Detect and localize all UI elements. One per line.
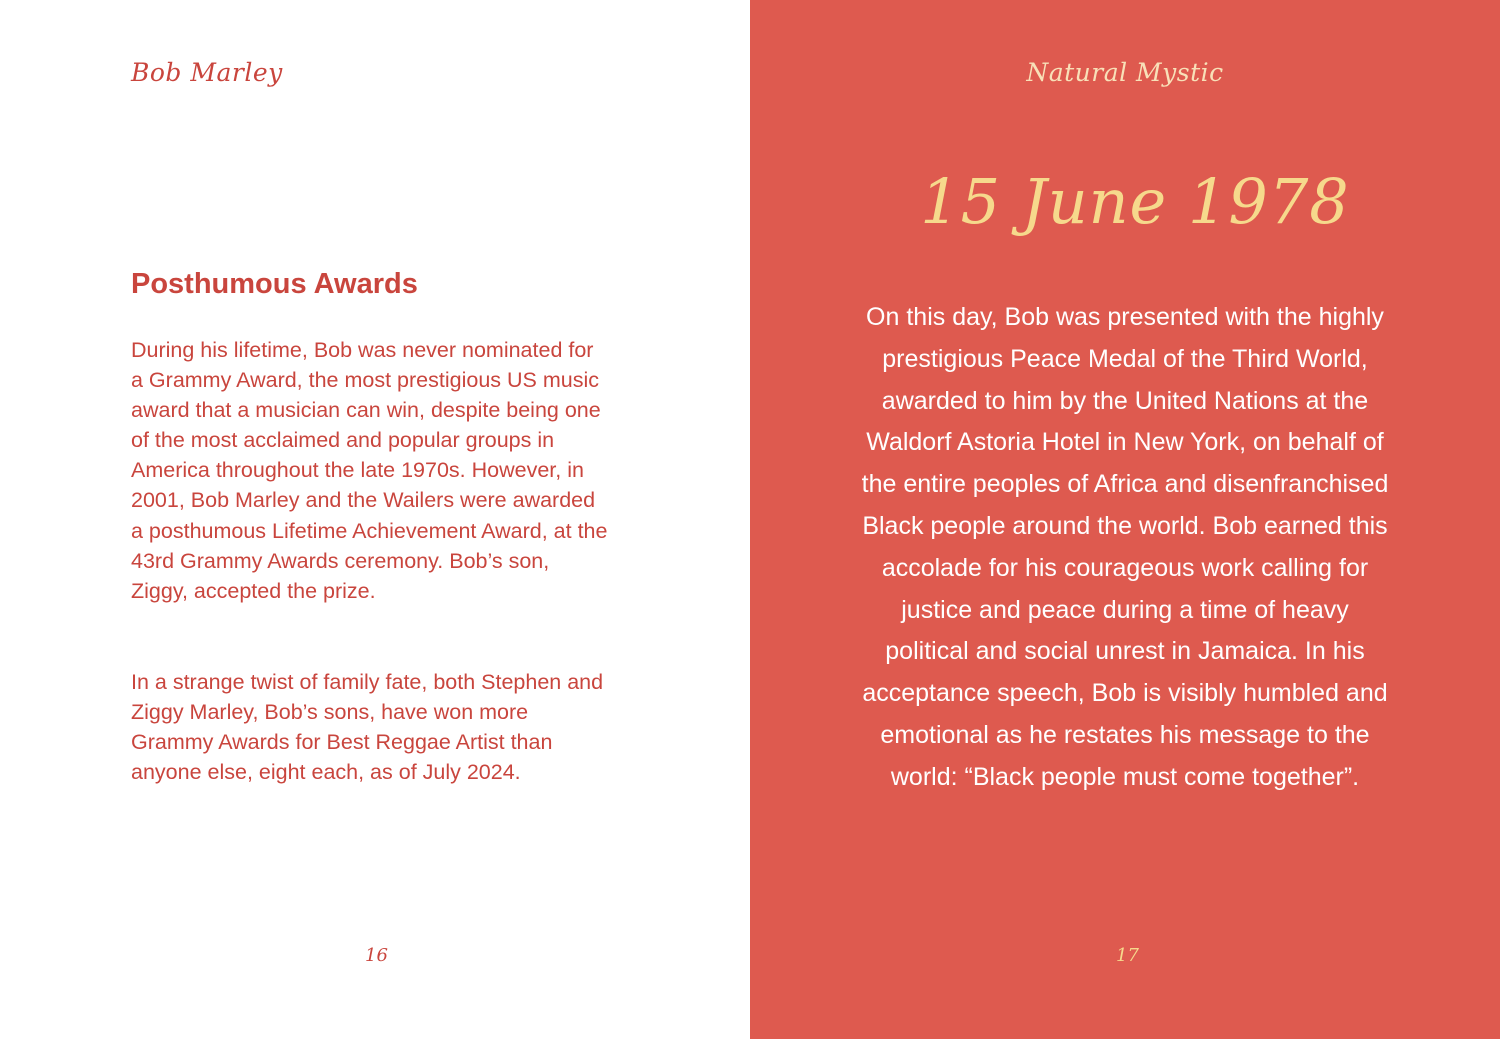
page-number-right: 17 (1116, 945, 1139, 966)
running-head-left: Bob Marley (131, 58, 283, 87)
section-title: Posthumous Awards (131, 268, 418, 300)
feature-text: On this day, Bob was presented with the highly prestigious Peace Medal of the Third World, awarded to him by the United Nations at the Waldorf Astoria Hotel in New York, on behalf of the entire peoples of Africa and disenfranchised Black people around the world. Bob earned this accolade for his courageous work calling for justice and peace during a time of heavy political and social unrest in Jamaica. In his acceptance speech, Bob is visibly humbled and emotional as he restates his message to the world: “Black people must come together”. (861, 303, 1389, 791)
body-paragraph-1: During his lifetime, Bob was never nominated for a Grammy Award, the most prestigious US music award that a musician can win, despite being one of the most acclaimed and popular groups in America throughout the late 1970s. However, in 2001, Bob Marley and the Wailers were awarded a posthumous Lifetime Achievement Award, at the 43rd Grammy Awards ceremony. Bob’s son, Ziggy, accepted the prize. (131, 338, 608, 603)
body-paragraph-2: In a strange twist of family fate, both Stephen and Ziggy Marley, Bob’s sons, have won more Grammy Awards for Best Reggae Artist than anyone else, eight each, as of July 2024. (131, 670, 604, 785)
right-page (750, 0, 1500, 1039)
page-number-left: 16 (365, 945, 388, 966)
running-head-right: Natural Mystic (1026, 58, 1224, 87)
date-title: 15 June 1978 (920, 165, 1350, 238)
